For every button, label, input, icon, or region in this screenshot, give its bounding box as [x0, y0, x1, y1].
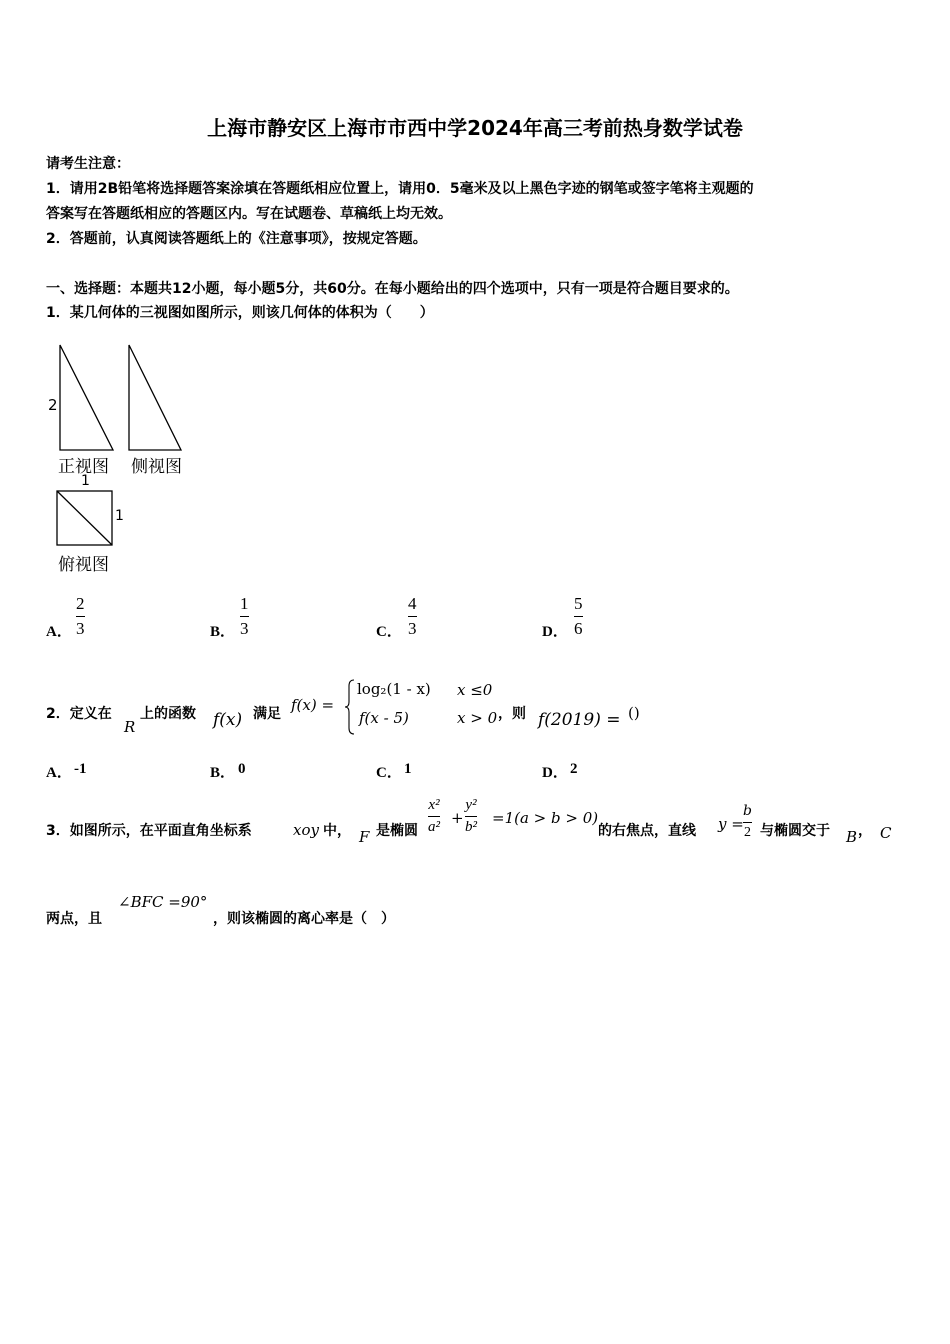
q3-coord: xoy [293, 821, 319, 839]
q1-stem: 1．某几何体的三视图如图所示，则该几何体的体积为（ ） [46, 305, 434, 321]
q2-mid2: 满足 [253, 706, 281, 722]
q3-eq-x-den: a² [428, 819, 440, 835]
q2-set: R [124, 718, 136, 736]
q2-func: f(x) [213, 710, 243, 730]
dim-height: 2 [48, 396, 58, 414]
q1-option-d-den: 6 [574, 619, 583, 638]
notice-heading: 请考生注意： [46, 156, 130, 172]
q3-point-b: B [846, 828, 858, 846]
q1-option-c-fraction [408, 594, 417, 639]
q3-line-lhs: y = [718, 815, 744, 833]
q2-option-d-letter: D． [542, 765, 568, 781]
top-view-label: 俯视图 [58, 555, 109, 575]
q3-eq-x-num: x² [428, 797, 440, 813]
q2-case1-expr: log₂(1 - x) [357, 680, 431, 698]
q2-option-a-value: -1 [74, 761, 87, 777]
q3-focus: F [359, 828, 370, 846]
q1-option-d-num: 5 [574, 594, 583, 613]
q1-option-c-letter: C． [376, 624, 402, 640]
q2-mid3: ，则 [498, 706, 526, 722]
q1-option-b-den: 3 [240, 619, 249, 638]
q1-option-a-fraction [76, 594, 85, 639]
q2-ask: f(2019) = [538, 710, 621, 730]
q1-option-d-fraction [574, 594, 583, 639]
q1-option-a-num: 2 [76, 594, 85, 613]
q2-case2-cond: x > 0 [457, 709, 498, 727]
dim-top-width: 1 [81, 473, 90, 489]
q2-option-c-letter: C． [376, 765, 402, 781]
q3-mid2: 是椭圆 [376, 823, 418, 839]
q1-option-b-letter: B． [210, 624, 236, 640]
q1-option-c-den: 3 [408, 619, 417, 638]
side-view-triangle [129, 345, 181, 450]
q1-option-d-letter: D． [542, 624, 568, 640]
front-view-label: 正视图 [58, 457, 109, 477]
q1-option-a-den: 3 [76, 619, 85, 638]
q3-pre: 3．如图所示，在平面直角坐标系 [46, 823, 252, 839]
q2-brace [344, 678, 356, 736]
section-heading: 一、选择题：本题共12小题，每小题5分，共60分。在每小题给出的四个选项中，只有一项是符合题目要求的。 [46, 281, 739, 297]
q2-pre: 2．定义在 [46, 706, 112, 722]
q2-option-b-value: 0 [238, 761, 246, 777]
q3-eq-rest: =1(a > b > 0) [492, 809, 599, 827]
q3-line-num: b [743, 803, 752, 819]
q2-paren: () [628, 704, 640, 722]
q3-mid1: 中， [323, 823, 351, 839]
q2-case2-expr: f(x - 5) [359, 709, 409, 727]
q2-option-b-letter: B． [210, 765, 236, 781]
q3-eq-plus: + [451, 809, 464, 827]
q3-eq-y-frac [465, 797, 477, 836]
q3-point-c: C [880, 824, 892, 842]
page-title: 上海市静安区上海市市西中学2024年高三考前热身数学试卷 [207, 116, 743, 140]
q3-eq-y-num: y² [465, 797, 477, 813]
q3-mid3: 的右焦点，直线 [598, 823, 696, 839]
q1-option-c-num: 4 [408, 594, 417, 613]
top-view-diagonal [57, 491, 112, 545]
notice-line-1b: 答案写在答题纸相应的答题区内。写在试题卷、草稿纸上均无效。 [46, 206, 452, 222]
q2-option-d-value: 2 [570, 761, 578, 777]
notice-line-2: 2．答题前，认真阅读答题纸上的《注意事项》，按规定答题。 [46, 231, 427, 247]
dim-top-depth: 1 [115, 508, 124, 524]
q2-mid1: 上的函数 [140, 706, 196, 722]
front-view-triangle [60, 345, 113, 450]
q3-angle: ∠BFC =90° [118, 893, 208, 911]
q2-option-a-letter: A． [46, 765, 72, 781]
side-view-label: 侧视图 [131, 457, 182, 477]
q3-eq-x-frac [428, 797, 440, 836]
q3-line-den: 2 [743, 825, 751, 840]
q3-comma: ， [858, 823, 872, 839]
q2-lhs: f(x) = [291, 696, 335, 714]
q3-eq-y-den: b² [465, 819, 477, 835]
q3-line2-post: ，则该椭圆的离心率是（ ） [213, 911, 395, 927]
q3-line2-pre: 两点，且 [46, 911, 102, 927]
q3-line-frac [743, 803, 752, 841]
q1-option-b-fraction [240, 594, 249, 639]
q2-case1-cond: x ≤0 [457, 681, 493, 699]
notice-line-1: 1．请用2B铅笔将选择题答案涂填在答题纸相应位置上，请用0．5毫米及以上黑色字迹的钢笔或签字笔将主观题的 [46, 181, 754, 197]
q1-option-b-num: 1 [240, 594, 249, 613]
q2-option-c-value: 1 [404, 761, 412, 777]
q3-mid4: 与椭圆交于 [760, 823, 830, 839]
q1-option-a-letter: A． [46, 624, 72, 640]
